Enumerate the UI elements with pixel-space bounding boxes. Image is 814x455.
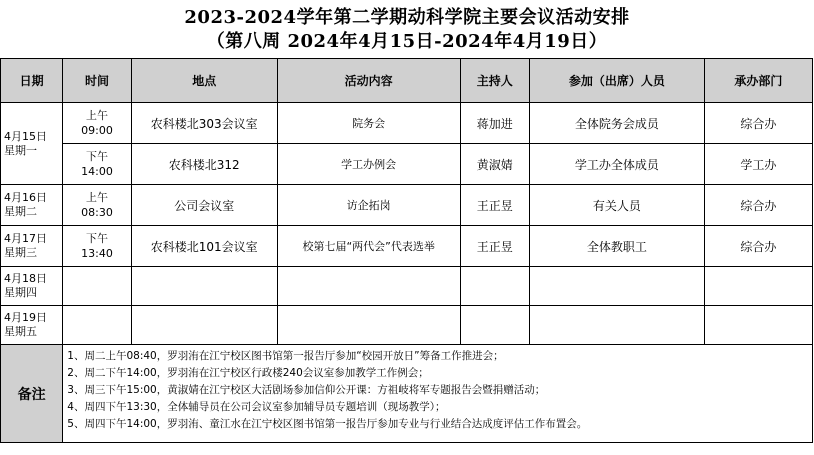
activity-cell: 校第七届“两代会”代表选举 [277,226,460,267]
table-row [1,226,813,267]
header-attendees: 参加（出席）人员 [530,59,705,103]
attendees-cell: 学工办全体成员 [530,144,705,185]
attendees-cell: 全体院务会成员 [530,103,705,144]
activity-cell: 访企拓岗 [277,185,460,226]
place-cell: 公司会议室 [131,185,277,226]
table-row [1,185,813,226]
remarks-cell [63,345,813,443]
host-cell: 黄淑婧 [460,144,529,185]
date-cell [1,185,63,226]
header-place: 地点 [131,59,277,103]
place-cell: 农科楼北303会议室 [131,103,277,144]
host-cell: 王正昱 [460,185,529,226]
time-period: 上午 [86,191,108,204]
header-time: 时间 [63,59,131,103]
activity-cell [277,267,460,306]
weekday-text: 星期四 [4,286,37,299]
remark-item: 4、周四下午13:30，全体辅导员在公司会议室参加辅导员专题培训（现场教学）； [67,401,446,413]
time-clock: 08:30 [81,206,113,219]
date-text: 4月16日 [4,191,47,204]
dept-cell: 学工办 [704,144,812,185]
host-cell [460,267,529,306]
time-cell [63,185,131,226]
place-cell [131,306,277,345]
time-cell [63,103,131,144]
remark-item: 5、周四下午14:00，罗羽洧、童江水在江宁校区图书馆第一报告厅参加专业与行业结合达成度评估工作布置会。 [67,418,588,430]
attendees-cell: 全体教职工 [530,226,705,267]
time-clock: 13:40 [81,247,113,260]
date-cell [1,103,63,185]
table-row [1,267,813,306]
place-cell: 农科楼北312 [131,144,277,185]
date-cell [1,226,63,267]
date-cell [1,267,63,306]
remarks-row [1,345,813,443]
attendees-cell [530,306,705,345]
dept-cell: 综合办 [704,185,812,226]
dept-cell [704,306,812,345]
weekday-text: 星期五 [4,325,37,338]
page-subtitle: （第八周 2024年4月15日-2024年4月19日） [206,31,608,52]
place-cell: 农科楼北101会议室 [131,226,277,267]
dept-cell [704,267,812,306]
host-cell: 王正昱 [460,226,529,267]
table-row [1,306,813,345]
time-cell [63,306,131,345]
place-cell [131,267,277,306]
activity-cell: 学工办例会 [277,144,460,185]
schedule-table [0,58,813,443]
host-cell [460,306,529,345]
time-clock: 09:00 [81,124,113,137]
host-cell: 蒋加进 [460,103,529,144]
weekday-text: 星期一 [4,143,37,157]
table-row [1,103,813,144]
time-period: 下午 [86,232,108,245]
header-dept: 承办部门 [704,59,812,103]
header-date: 日期 [1,59,63,103]
time-cell [63,267,131,306]
activity-cell [277,306,460,345]
remark-item: 3、周三下午15:00，黄淑婧在江宁校区大活剧场参加信仰公开课：方祖岐将军专题报告会暨捐赠活动； [67,384,546,396]
weekday-text: 星期二 [4,205,37,218]
time-clock: 14:00 [81,165,113,178]
remark-item: 2、周二下午14:00，罗羽洧在江宁校区行政楼240会议室参加教学工作例会； [67,367,429,379]
time-period: 上午 [86,109,108,122]
date-cell [1,306,63,345]
activity-cell: 院务会 [277,103,460,144]
remarks-label: 备注 [1,345,63,443]
header-activity: 活动内容 [277,59,460,103]
table-row [1,144,813,185]
header-row [1,59,813,103]
date-text: 4月18日 [4,272,47,285]
remark-item: 1、周二上午08:40，罗羽洧在江宁校区图书馆第一报告厅参加“校园开放日”筹备工作推进会； [67,350,504,362]
dept-cell: 综合办 [704,226,812,267]
date-text: 4月15日 [4,129,47,143]
date-text: 4月19日 [4,311,47,324]
attendees-cell [530,267,705,306]
time-cell [63,226,131,267]
attendees-cell: 有关人员 [530,185,705,226]
date-text: 4月17日 [4,232,47,245]
dept-cell: 综合办 [704,103,812,144]
header-host: 主持人 [460,59,529,103]
title-block [0,0,814,58]
weekday-text: 星期三 [4,246,37,259]
page-title: 2023-2024学年第二学期动科学院主要会议活动安排 [184,7,630,28]
time-cell [63,144,131,185]
time-period: 下午 [86,150,108,163]
